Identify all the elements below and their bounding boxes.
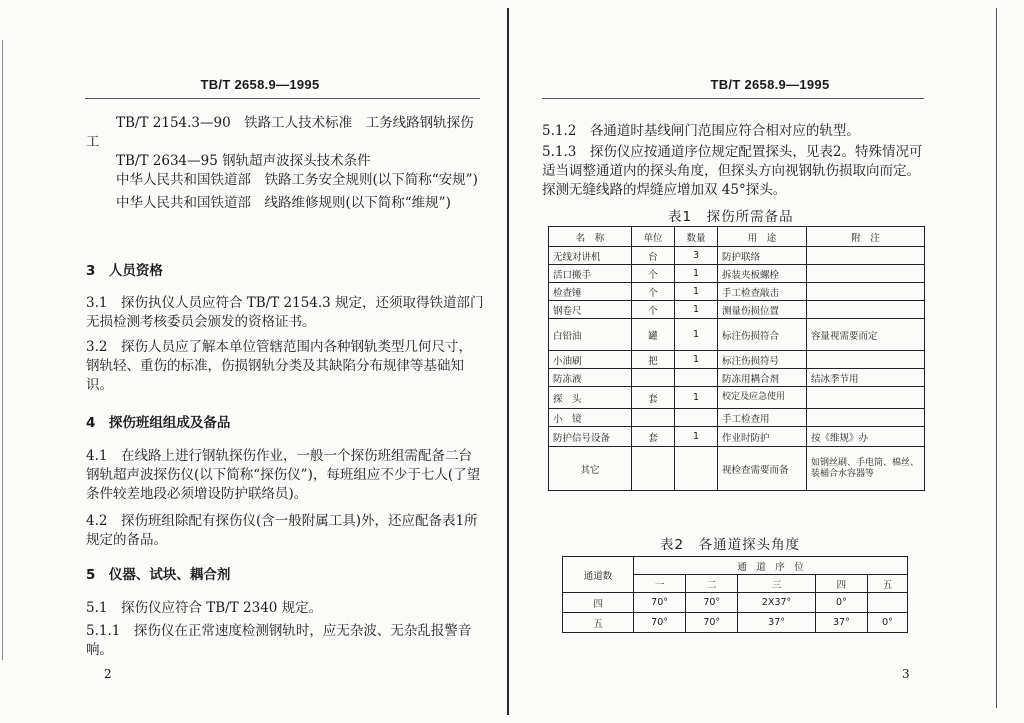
cell: 个 <box>632 265 675 283</box>
table-row <box>549 247 925 265</box>
left-page <box>0 0 505 723</box>
table-row <box>549 319 925 351</box>
cell: 70° <box>634 613 686 633</box>
table2-col: 二 <box>686 575 738 593</box>
cell <box>807 283 925 301</box>
cell: 1 <box>675 319 718 351</box>
table-row <box>549 301 925 319</box>
cell: 测量伤损位置 <box>718 301 807 319</box>
section-3-heading: 3 人员资格 <box>86 263 163 279</box>
table2-group-header: 通 道 序 位 <box>634 557 908 575</box>
cell: 70° <box>686 593 738 613</box>
cell <box>675 409 718 427</box>
cell: 37° <box>815 613 867 633</box>
cell: 防护联络 <box>718 247 807 265</box>
cell: 探 头 <box>549 387 632 409</box>
cell: 1 <box>675 283 718 301</box>
table2-col: 五 <box>868 575 908 593</box>
cell: 四 <box>563 593 634 613</box>
cell <box>807 409 925 427</box>
para-5-1: 5.1 探伤仪应符合 TB/T 2340 规定。 <box>86 600 323 616</box>
table2-header-row <box>563 557 908 575</box>
table-row <box>549 283 925 301</box>
cell: 钢卷尺 <box>549 301 632 319</box>
table1-col-use: 用 途 <box>718 227 807 247</box>
cell: 作业时防护 <box>718 427 807 447</box>
cell: 按《维规》办 <box>807 427 925 447</box>
cell <box>675 369 718 387</box>
ref-item: 中华人民共和国铁道部 线路维修规则(以下简称“维规”) <box>116 195 451 211</box>
right-header-rule <box>542 98 924 99</box>
cell: 结冰季节用 <box>807 369 925 387</box>
cell: 2X37° <box>738 593 816 613</box>
table1-col-qty: 数量 <box>675 227 718 247</box>
table2-col: 四 <box>815 575 867 593</box>
table1 <box>548 226 925 491</box>
table1-caption: 表1 探伤所需备品 <box>668 209 794 225</box>
right-page <box>510 0 1024 723</box>
cell: 个 <box>632 283 675 301</box>
table1-col-name: 名 称 <box>549 227 632 247</box>
cell <box>807 247 925 265</box>
cell: 套 <box>632 387 675 409</box>
cell: 五 <box>563 613 634 633</box>
para-4-2: 4.2 探伤班组除配有探伤仪(含一般附属工具)外，还应配备表1所规定的备品。 <box>86 513 478 548</box>
table2-col-channels: 通道数 <box>563 557 634 593</box>
cell: 其它 <box>549 447 632 491</box>
cell <box>632 369 675 387</box>
cell <box>675 447 718 491</box>
cell <box>807 301 925 319</box>
left-header-rule <box>85 98 480 99</box>
right-header: TB/T 2658.9—1995 <box>710 77 830 92</box>
table-row <box>549 427 925 447</box>
section-4-heading: 4 探伤班组组成及备品 <box>86 415 231 431</box>
cell: 检查锤 <box>549 283 632 301</box>
references <box>86 114 484 213</box>
cell: 如钢丝刷、手电筒、棉丝、装桶合水容器等 <box>807 447 925 491</box>
table-row <box>563 593 908 613</box>
cell: 标注伤损符号 <box>718 351 807 369</box>
cell <box>632 409 675 427</box>
cell: 拆装夹板螺栓 <box>718 265 807 283</box>
cell: 防冻用耦合剂 <box>718 369 807 387</box>
ref-item: 中华人民共和国铁道部 铁路工务安全规则(以下简称“安规”) <box>116 172 478 188</box>
cell: 活口搬手 <box>549 265 632 283</box>
cell: 小油刷 <box>549 351 632 369</box>
para-5-1-1: 5.1.1 探伤仪在正常速度检测钢轨时，应无杂波、无杂乱报警音响。 <box>86 623 472 658</box>
cell: 视检查需要而备 <box>718 447 807 491</box>
table-row <box>549 387 925 409</box>
cell <box>807 265 925 283</box>
table-row <box>549 409 925 427</box>
para-4-1: 4.1 在线路上进行钢轨探伤作业，一般一个探伤班组需配备二台钢轨超声波探伤仪(以下简称“探伤仪”)，每班组应不少于七人(了望条件较差地段必须增设防护联络员)。 <box>86 448 481 502</box>
ref-item: TB/T 2634—95 钢轨超声波探头技术条件 <box>116 153 371 169</box>
para-5-1-3: 5.1.3 探伤仪应按通道序位规定配置探头，见表2。特殊情况可适当调整通道内的探头角度，但探头方向视钢轨伤损取向而定。探测无缝线路的焊缝应增加双 45°探头。 <box>542 144 923 198</box>
cell: 1 <box>675 351 718 369</box>
cell: 台 <box>632 247 675 265</box>
cell: 罐 <box>632 319 675 351</box>
cell: 3 <box>675 247 718 265</box>
left-page-number: 2 <box>104 667 112 681</box>
cell: 套 <box>632 427 675 447</box>
table2-caption: 表2 各通道探头角度 <box>660 537 801 553</box>
table2-col: 三 <box>738 575 816 593</box>
cell: 手工检查敲击 <box>718 283 807 301</box>
table-row <box>549 265 925 283</box>
cell: 1 <box>675 387 718 409</box>
table2 <box>562 556 908 633</box>
cell: 标注伤损符合 <box>718 319 807 351</box>
cell <box>807 351 925 369</box>
cell: 1 <box>675 427 718 447</box>
cell: 把 <box>632 351 675 369</box>
cell: 个 <box>632 301 675 319</box>
cell: 白铅油 <box>549 319 632 351</box>
table-row <box>549 351 925 369</box>
para-3-2: 3.2 探伤人员应了解本单位管辖范围内各种钢轨类型几何尺寸，钢轨轻、重伤的标准，伤损钢轨分类及其缺陷分布规律等基础知识。 <box>86 339 472 393</box>
cell: 手工检查用 <box>718 409 807 427</box>
table-row <box>549 369 925 387</box>
cell <box>868 593 908 613</box>
cell: 0° <box>868 613 908 633</box>
table1-col-note: 附 注 <box>807 227 925 247</box>
cell: 0° <box>815 593 867 613</box>
left-header: TB/T 2658.9—1995 <box>200 77 320 92</box>
para-5-1-2: 5.1.2 各通道时基线闸门范围应符合相对应的轨型。 <box>542 123 860 139</box>
section-5-heading: 5 仪器、试块、耦合剂 <box>86 567 231 583</box>
cell: 37° <box>738 613 816 633</box>
cell: 1 <box>675 265 718 283</box>
table1-col-unit: 单位 <box>632 227 675 247</box>
cell: 1 <box>675 301 718 319</box>
cell: 70° <box>634 593 686 613</box>
cell: 防冻液 <box>549 369 632 387</box>
right-page-number: 3 <box>902 667 910 681</box>
cell: 防护信号设备 <box>549 427 632 447</box>
cell <box>807 387 925 409</box>
cell: 70° <box>686 613 738 633</box>
cell: 容量视需要而定 <box>807 319 925 351</box>
cell: 无线对讲机 <box>549 247 632 265</box>
ref-item: TB/T 2154.3—90 铁路工人技术标准 工务线路钢轨探伤工 <box>86 115 474 150</box>
para-3-1: 3.1 探伤执仪人员应符合 TB/T 2154.3 规定，还须取得铁道部门无损检测考核委员会颁发的资格证书。 <box>86 295 484 330</box>
cell: 小 镜 <box>549 409 632 427</box>
table1-header-row <box>549 227 925 247</box>
cell <box>632 447 675 491</box>
table2-col: 一 <box>634 575 686 593</box>
cell: 校定及应急使用 <box>718 387 807 409</box>
table-row <box>549 447 925 491</box>
table-row <box>563 613 908 633</box>
page-divider <box>507 8 509 715</box>
